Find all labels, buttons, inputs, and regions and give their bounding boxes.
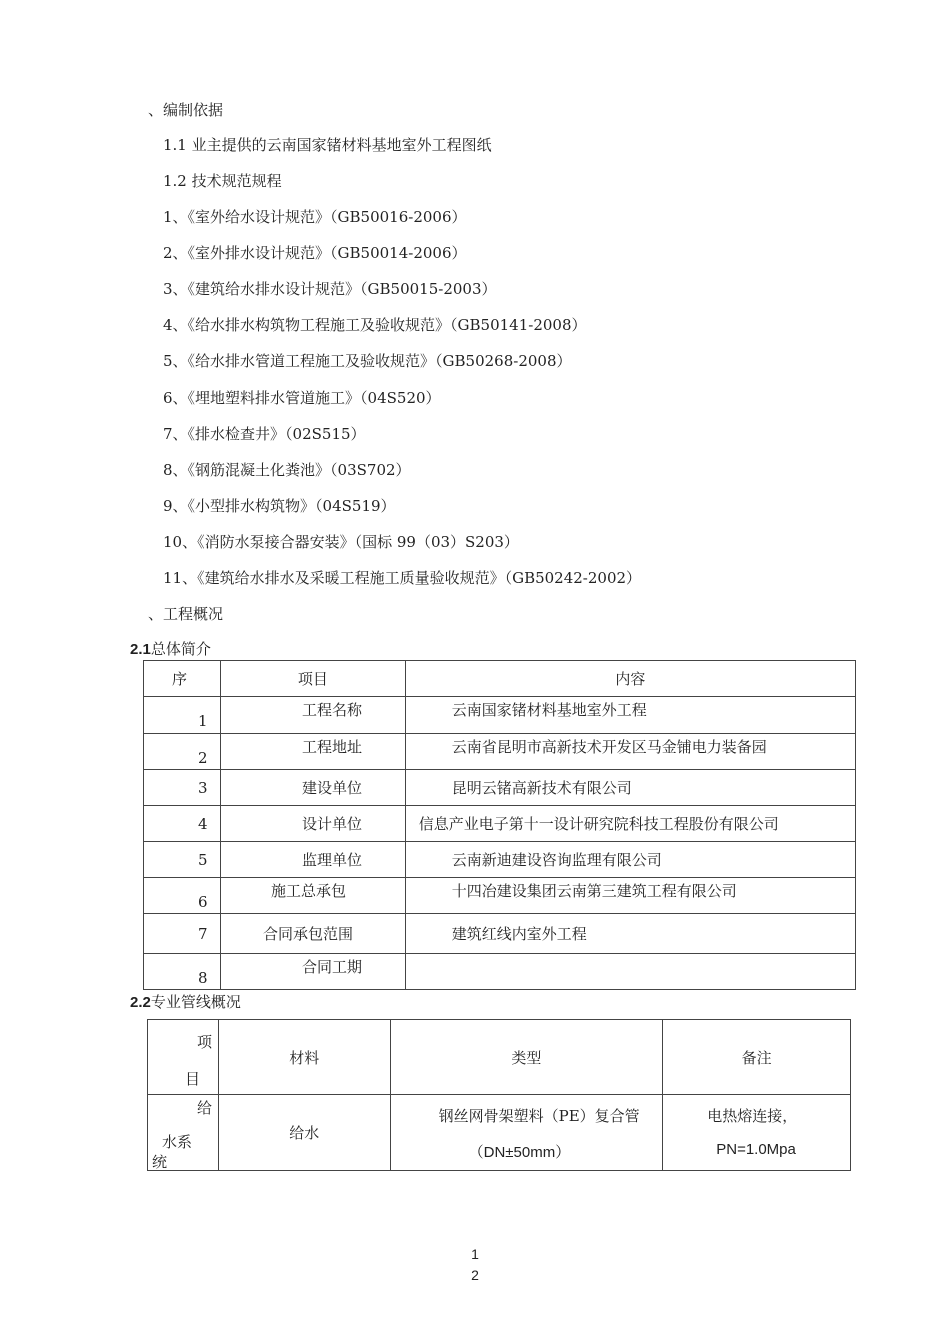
row-type-line: 钢丝网骨架塑料（PE）复合管 xyxy=(438,1107,640,1125)
ref-item: 2、《室外排水设计规范》（GB50014-2006） xyxy=(163,244,467,262)
ref-item: 1、《室外给水设计规范》（GB50016-2006） xyxy=(163,208,467,226)
row-item: 工程地址 xyxy=(220,734,405,770)
subsection-number: 2.1 xyxy=(130,641,151,658)
row-content: 十四冶建设集团云南第三建筑工程有限公司 xyxy=(405,878,855,914)
header-type: 类型 xyxy=(390,1020,663,1095)
row-item: 合同承包范围 xyxy=(220,914,405,954)
ref-item: 7、《排水检查井》（02S515） xyxy=(163,425,366,443)
row-note-line: 电热熔连接， xyxy=(707,1107,798,1125)
subsection-label: 总体简介 xyxy=(150,640,211,658)
subsection-2-2-title xyxy=(130,992,241,1013)
row-no: 6 xyxy=(144,878,221,914)
subsection-number: 2.2 xyxy=(130,994,151,1011)
header-item-char: 项 xyxy=(197,1033,213,1051)
row-note-line: PN=1.0Mpa xyxy=(716,1141,796,1158)
header-material: 材料 xyxy=(218,1020,390,1095)
row-note xyxy=(663,1095,851,1171)
table-row xyxy=(144,954,856,990)
header-content: 内容 xyxy=(405,661,855,697)
table-row xyxy=(144,914,856,954)
section2-heading: 、工程概况 xyxy=(148,605,224,623)
page-total: 2 xyxy=(471,1267,479,1283)
row-content: 信息产业电子第十一设计研究院科技工程股份有限公司 xyxy=(405,806,855,842)
row-no: 8 xyxy=(144,954,221,990)
row-no: 4 xyxy=(144,806,221,842)
ref-item: 9、《小型排水构筑物》（04S519） xyxy=(163,497,396,515)
page-number: 1 xyxy=(471,1246,479,1262)
row-content: 云南省昆明市高新技术开发区马金铺电力装备园 xyxy=(405,734,855,770)
row-material: 给水 xyxy=(218,1095,390,1171)
row-content xyxy=(405,954,855,990)
row-type-line: （DN±50mm） xyxy=(468,1144,571,1161)
table-row xyxy=(144,842,856,878)
row-item xyxy=(148,1095,219,1171)
row-no: 7 xyxy=(144,914,221,954)
item-1-2: 1.2 技术规范规程 xyxy=(163,172,282,190)
row-type xyxy=(390,1095,663,1171)
row-no: 5 xyxy=(144,842,221,878)
ref-item: 6、《埋地塑料排水管道施工》（04S520） xyxy=(163,389,441,407)
row-item: 设计单位 xyxy=(220,806,405,842)
row-item: 建设单位 xyxy=(220,770,405,806)
row-content: 建筑红线内室外工程 xyxy=(405,914,855,954)
subsection-2-1-title xyxy=(130,639,211,660)
header-item: 项目 xyxy=(220,661,405,697)
header-no: 序 xyxy=(144,661,221,697)
ref-item: 4、《给水排水构筑物工程施工及验收规范》（GB50141-2008） xyxy=(163,316,587,334)
row-item: 合同工期 xyxy=(220,954,405,990)
header-item-char: 目 xyxy=(185,1070,201,1088)
ref-item: 3、《建筑给水排水设计规范》（GB50015-2003） xyxy=(163,280,497,298)
ref-item: 10、《消防水泵接合器安装》（国标 99（03）S203） xyxy=(163,533,519,551)
table-row xyxy=(148,1095,851,1171)
table-header-row xyxy=(144,661,856,697)
row-no: 2 xyxy=(144,734,221,770)
header-note: 备注 xyxy=(663,1020,851,1095)
table-row xyxy=(144,806,856,842)
row-content: 云南新迪建设咨询监理有限公司 xyxy=(405,842,855,878)
row-item-char: 水系 xyxy=(162,1133,193,1151)
row-no: 3 xyxy=(144,770,221,806)
row-content: 云南国家锗材料基地室外工程 xyxy=(405,697,855,734)
section1-heading: 、编制依据 xyxy=(148,101,224,119)
table-header-row xyxy=(148,1020,851,1095)
table-row xyxy=(144,770,856,806)
ref-item: 5、《给水排水管道工程施工及验收规范》（GB50268-2008） xyxy=(163,352,572,370)
table-row xyxy=(144,697,856,734)
row-item: 工程名称 xyxy=(220,697,405,734)
row-content: 昆明云锗高新技术有限公司 xyxy=(405,770,855,806)
row-item-char: 给 xyxy=(197,1099,213,1117)
row-no: 1 xyxy=(144,697,221,734)
header-item xyxy=(148,1020,219,1095)
item-1-1: 1.1 业主提供的云南国家锗材料基地室外工程图纸 xyxy=(163,136,492,154)
row-item-char: 统 xyxy=(152,1153,168,1171)
table-row xyxy=(144,878,856,914)
ref-item: 11、《建筑给水排水及采暖工程施工质量验收规范》（GB50242-2002） xyxy=(163,569,642,587)
overview-table xyxy=(143,660,856,990)
table-row xyxy=(144,734,856,770)
ref-item: 8、《钢筋混凝土化粪池》（03S702） xyxy=(163,461,411,479)
pipeline-table xyxy=(147,1019,851,1171)
row-item: 施工总承包 xyxy=(220,878,405,914)
subsection-label: 专业管线概况 xyxy=(150,993,241,1011)
row-item: 监理单位 xyxy=(220,842,405,878)
